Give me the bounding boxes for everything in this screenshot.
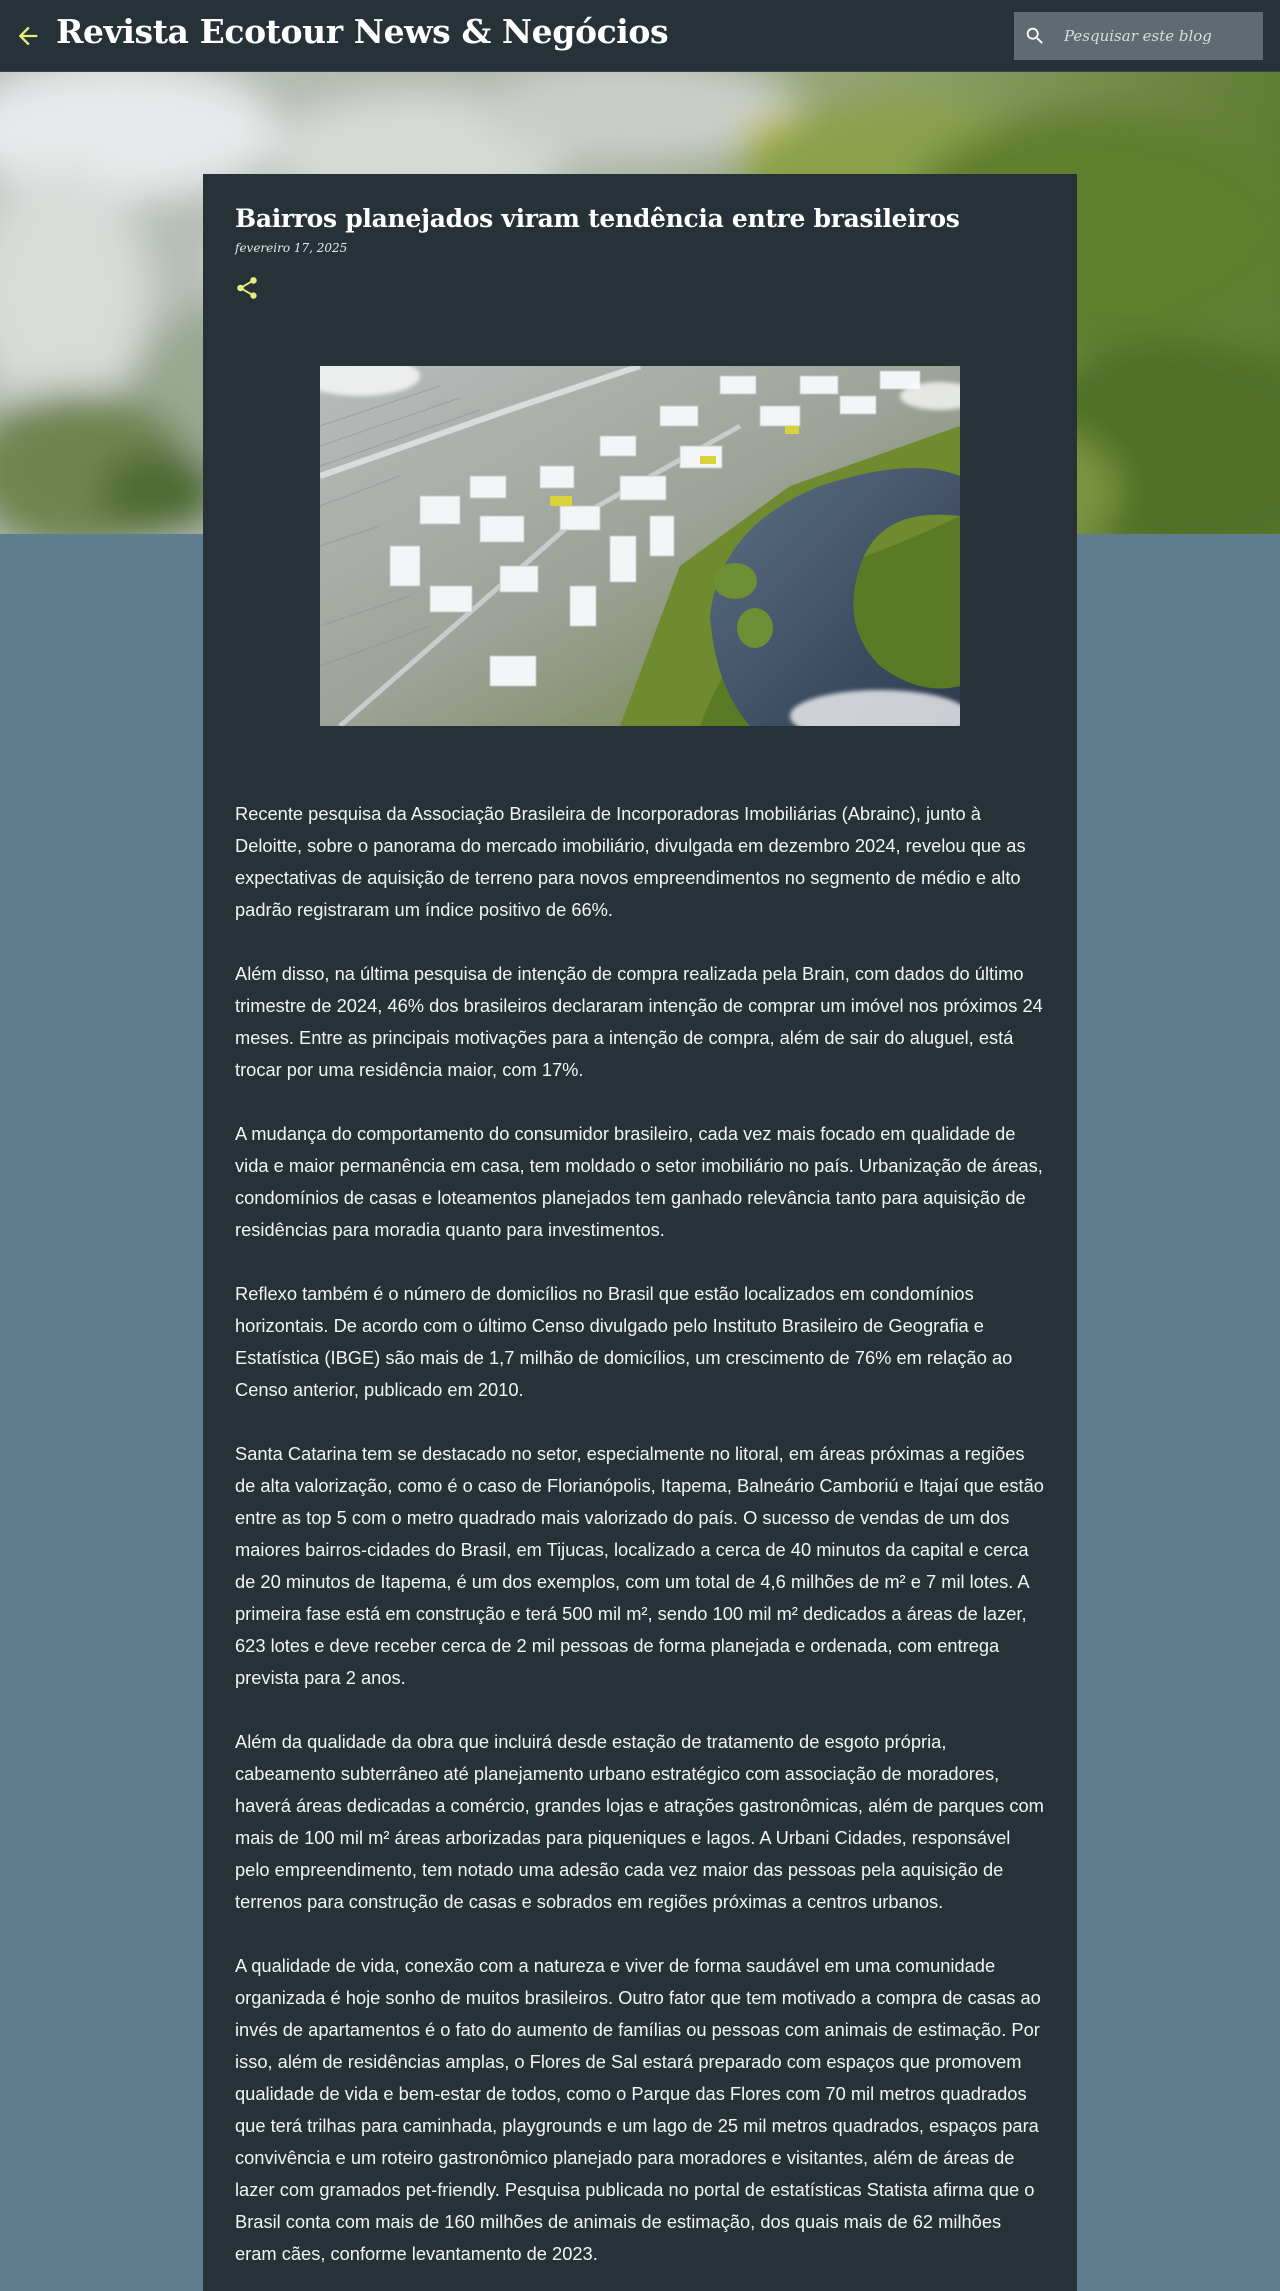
top-bar [0, 0, 1280, 72]
post-body [235, 798, 1047, 2291]
search-input[interactable] [1064, 27, 1254, 45]
post-title[interactable]: Bairros planejados viram tendência entre brasileiros [235, 204, 960, 233]
post-paragraph: A qualidade de vida, conexão com a natureza e viver de forma saudável em uma comunidade organizada é hoje sonho de muitos brasileiros. Outro fator que tem motivado a compra de casas ao invés de apartamentos é o fato do aumento de famílias ou pessoas com animais de estimação. Por isso, além de residências amplas, o Flores de Sal estará preparado com espaços que promovem qualidade de vida e bem-estar de todos, como o Parque das Flores com 70 mil metros quadrados que terá trilhas para caminhada, playgrounds e um lago de 25 mil metros quadrados, espaços para convivência e um roteiro gastronômico planejado para moradores e visitantes, além de áreas de lazer com gramados pet-friendly. Pesquisa publicada no portal de estatísticas Statista afirma que o Brasil conta com mais de 160 milhões de animais de estimação, dos quais mais de 62 milhões eram cães, conforme levantamento de 2023. [235, 1955, 1041, 2264]
post-paragraph: Além disso, na última pesquisa de intenção de compra realizada pela Brain, com dados do último trimestre de 2024, 46% dos brasileiros declararam intenção de comprar um imóvel nos próximos 24 meses. Entre as principais motivações para a intenção de compra, além de sair do aluguel, está trocar por uma residência maior, com 17%. [235, 963, 1043, 1080]
site-title[interactable]: Revista Ecotour News & Negócios [56, 12, 669, 51]
arrow-left-icon [14, 22, 42, 50]
post-card [203, 174, 1077, 2291]
post-paragraph: Reflexo também é o número de domicílios no Brasil que estão localizados em condomínios horizontais. De acordo com o último Censo divulgado pelo Instituto Brasileiro de Geografia e Estatística (IBGE) são mais de 1,7 milhão de domicílios, um crescimento de 76% em relação ao Censo anterior, publicado em 2010. [235, 1283, 1013, 1400]
post-date[interactable]: fevereiro 17, 2025 [235, 241, 348, 255]
post-paragraph: A mudança do comportamento do consumidor brasileiro, cada vez mais focado em qualidade de vida e maior permanência em casa, tem moldado o setor imobiliário no país. Urbanização de áreas, condomínios de casas e loteamentos planejados tem ganhado relevância tanto para aquisição de residências para moradia quanto para investimentos. [235, 1123, 1043, 1240]
post-paragraph: Santa Catarina tem se destacado no setor, especialmente no litoral, em áreas próximas a regiões de alta valorização, como é o caso de Florianópolis, Itapema, Balneário Camboriú e Itajaí que estão entre as top 5 com o metro quadrado mais valorizado do país. O sucesso de vendas de um dos maiores bairros-cidades do Brasil, em Tijucas, localizado a cerca de 40 minutos da capital e cerca de 20 minutos de Itapema, é um dos exemplos, com um total de 4,6 milhões de m² e 7 mil lotes. A primeira fase está em construção e terá 500 mil m², sendo 100 mil m² dedicados a áreas de lazer, 623 lotes e deve receber cerca de 2 mil pessoas de forma planejada e ordenada, com entrega prevista para 2 anos. [235, 1443, 1044, 1688]
aerial-neighborhood-photo[interactable] [320, 366, 960, 726]
search-icon[interactable] [1024, 25, 1046, 47]
back-button[interactable] [14, 22, 42, 50]
share-icon [234, 275, 260, 301]
search-box[interactable] [1014, 12, 1263, 60]
share-button[interactable] [234, 275, 260, 301]
post-paragraph: Além da qualidade da obra que incluirá desde estação de tratamento de esgoto própria, cabeamento subterrâneo até planejamento urbano estratégico com associação de moradores, haverá áreas dedicadas a comércio, grandes lojas e atrações gastronômicas, além de parques com mais de 100 mil m² áreas arborizadas para piqueniques e lagos. A Urbani Cidades, responsável pelo empreendimento, tem notado uma adesão cada vez maior das pessoas pela aquisição de terrenos para construção de casas e sobrados em regiões próximas a centros urbanos. [235, 1731, 1044, 1912]
post-paragraph: Recente pesquisa da Associação Brasileira de Incorporadoras Imobiliárias (Abrainc), junto à Deloitte, sobre o panorama do mercado imobiliário, divulgada em dezembro 2024, revelou que as expectativas de aquisição de terreno para novos empreendimentos no segmento de médio e alto padrão registraram um índice positivo de 66%. [235, 803, 1026, 920]
